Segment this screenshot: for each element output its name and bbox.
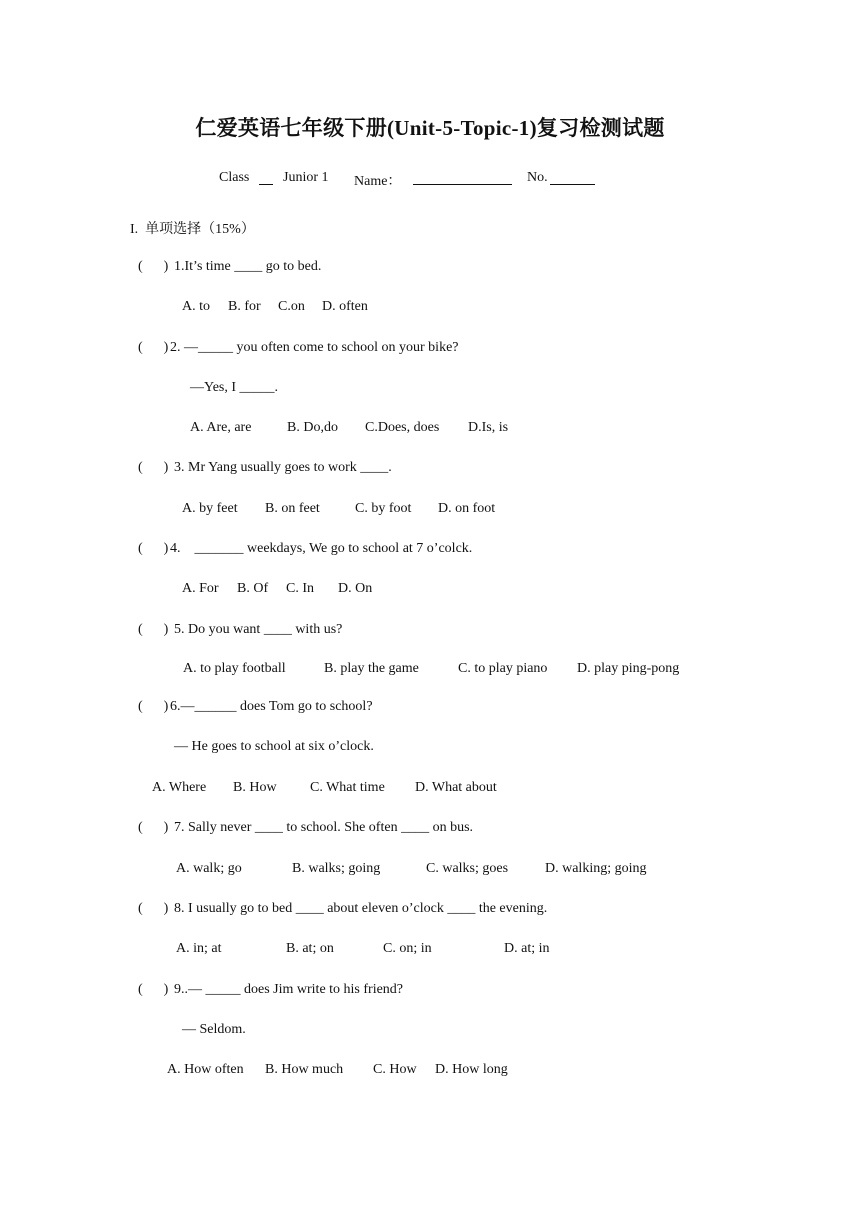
question-6-option-c: C. What time	[310, 780, 385, 795]
question-2-option-c: C.Does, does	[365, 420, 440, 435]
class-label: Class	[219, 170, 250, 185]
question-8-stem: 8. I usually go to bed ____ about eleven o’clock ____ the evening.	[174, 901, 548, 916]
question-9-option-a: A. How often	[167, 1062, 244, 1077]
question-3-option-c: C. by foot	[355, 501, 412, 516]
question-4-paren: ( )	[138, 541, 169, 556]
question-7-option-d: D. walking; going	[545, 861, 647, 876]
question-8-option-c: C. on; in	[383, 941, 432, 956]
question-9-option-c: C. How	[373, 1062, 417, 1077]
question-2-paren: ( )	[138, 340, 169, 355]
question-4-option-c: C. In	[286, 581, 314, 596]
document-title: 仁爱英语七年级下册(Unit-5-Topic-1)复习检测试题	[195, 116, 665, 140]
question-8-paren: ( )	[138, 901, 169, 916]
question-6-option-a: A. Where	[152, 780, 207, 795]
question-2-answer-line: —Yes, I _____.	[190, 380, 279, 395]
question-8-option-b: B. at; on	[286, 941, 334, 956]
question-9-stem: 9..— _____ does Jim write to his friend?	[174, 982, 404, 997]
question-4-option-b: B. Of	[237, 581, 269, 596]
question-6-option-b: B. How	[233, 780, 277, 795]
question-3-option-a: A. by feet	[182, 501, 238, 516]
question-1-option-d: D. often	[322, 299, 368, 314]
no-blank	[550, 172, 595, 185]
question-5-option-b: B. play the game	[324, 661, 419, 676]
class-blank	[259, 172, 273, 185]
question-9-option-d: D. How long	[435, 1062, 508, 1077]
question-7-option-a: A. walk; go	[176, 861, 242, 876]
section-heading: I. 单项选择（15%）	[130, 222, 255, 237]
question-6-paren: ( )	[138, 699, 169, 714]
question-5-stem: 5. Do you want ____ with us?	[174, 622, 343, 637]
question-2-option-b: B. Do,do	[287, 420, 338, 435]
no-label: No.	[527, 170, 548, 185]
question-8-option-d: D. at; in	[504, 941, 550, 956]
question-1-option-b: B. for	[228, 299, 261, 314]
class-value: Junior 1	[283, 170, 329, 185]
question-4-stem: 4. _______ weekdays, We go to school at 7 o’colck.	[170, 541, 473, 556]
question-5-option-a: A. to play football	[183, 661, 286, 676]
question-3-option-b: B. on feet	[265, 501, 320, 516]
question-5-paren: ( )	[138, 622, 169, 637]
question-2-option-a: A. Are, are	[190, 420, 252, 435]
name-label: Name：	[354, 174, 402, 189]
question-5-option-d: D. play ping-pong	[577, 661, 680, 676]
question-1-paren: ( )	[138, 259, 169, 274]
question-3-stem: 3. Mr Yang usually goes to work ____.	[174, 460, 392, 475]
question-7-stem: 7. Sally never ____ to school. She often ____ on bus.	[174, 820, 474, 835]
question-9-option-b: B. How much	[265, 1062, 344, 1077]
question-9-paren: ( )	[138, 982, 169, 997]
question-7-paren: ( )	[138, 820, 169, 835]
question-3-option-d: D. on foot	[438, 501, 496, 516]
question-1-option-c: C.on	[278, 299, 305, 314]
question-2-option-d: D.Is, is	[468, 420, 509, 435]
question-6-answer-line: — He goes to school at six o’clock.	[174, 739, 374, 754]
question-3-paren: ( )	[138, 460, 169, 475]
name-blank	[413, 172, 512, 185]
question-4-option-d: D. On	[338, 581, 373, 596]
question-4-option-a: A. For	[182, 581, 219, 596]
question-7-option-c: C. walks; goes	[426, 861, 509, 876]
question-6-stem: 6.—______ does Tom go to school?	[170, 699, 373, 714]
question-5-option-c: C. to play piano	[458, 661, 548, 676]
question-8-option-a: A. in; at	[176, 941, 222, 956]
question-7-option-b: B. walks; going	[292, 861, 381, 876]
question-9-answer-line: — Seldom.	[182, 1022, 246, 1037]
question-1-stem: 1.It’s time ____ go to bed.	[174, 259, 322, 274]
question-2-stem: 2. —_____ you often come to school on your bike?	[170, 340, 459, 355]
question-1-option-a: A. to	[182, 299, 210, 314]
question-6-option-d: D. What about	[415, 780, 497, 795]
